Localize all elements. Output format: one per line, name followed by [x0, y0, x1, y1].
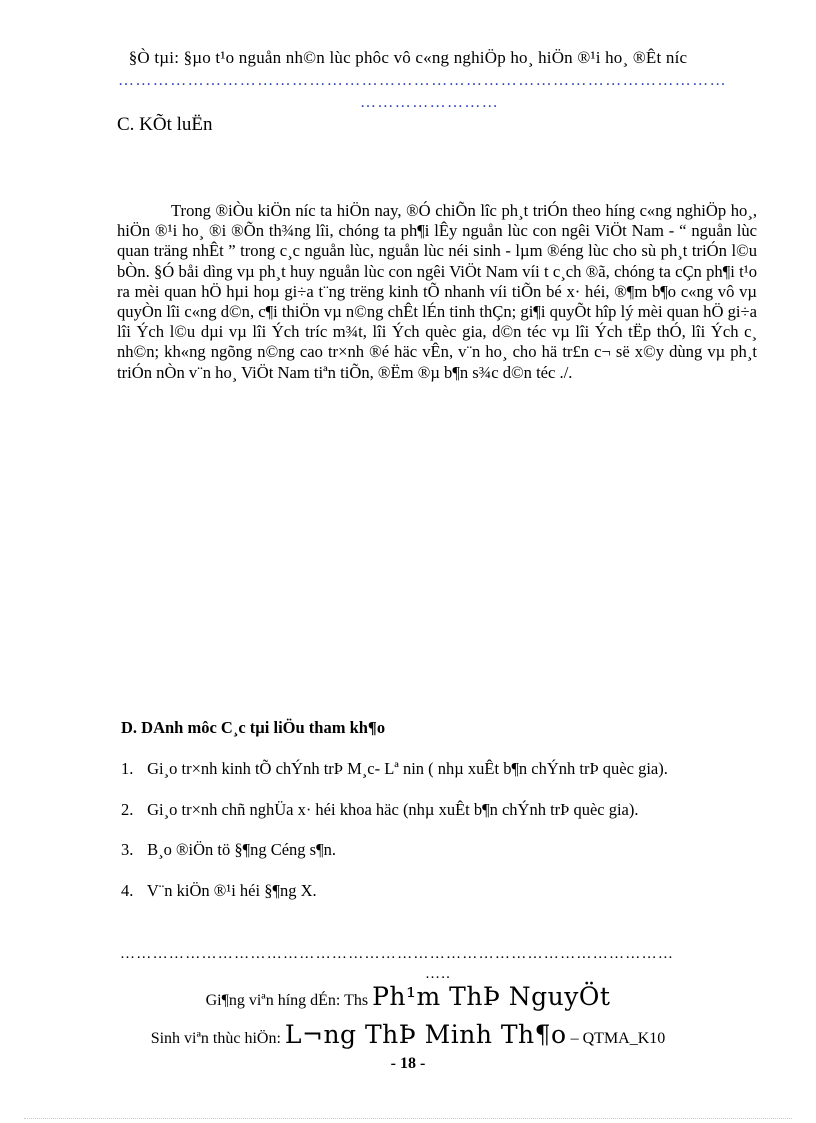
- student-label: Sinh viªn thùc hiÖn:: [150, 1030, 281, 1047]
- reference-item: [121, 881, 761, 922]
- lecturer-name: Ph¹m ThÞ NguyÖt: [372, 982, 611, 1011]
- reference-item: [121, 800, 761, 841]
- reference-item: [121, 840, 761, 881]
- section-c-heading: C. KÕt luËn: [117, 114, 213, 135]
- reference-text: V¨n kiÖn ®¹i héi §¶ng X.: [146, 880, 317, 900]
- reference-number: 2.: [121, 799, 134, 819]
- student-name: L¬ng ThÞ Minh Th¶o: [284, 1020, 567, 1049]
- reference-text: Gi¸o tr×nh kinh tÕ chÝnh trÞ M¸c- Lª nin ( nhµ xuÊt b¶n chÝnh trÞ quèc gia).: [147, 759, 668, 778]
- lecturer-label: Gi¶ng viªn híng dÉn: Ths: [205, 992, 369, 1009]
- reference-text: Gi¸o tr×nh chñ nghÜa x· héi khoa häc (nhµ xuÊt b¶n chÝnh trÞ quèc gia).: [147, 799, 639, 819]
- page-header-title: §Ò tµi: §µo t¹o nguån nh©n lùc phôc vô c«ng nghiÖp ho¸ hiÖn ®¹i ho¸ ®Êt níc: [128, 48, 688, 67]
- lecturer-signature-line: [0, 982, 816, 1011]
- reference-number: 4.: [121, 880, 134, 900]
- reference-number: 1.: [121, 759, 134, 778]
- student-code: – QTMA_K10: [570, 1030, 666, 1047]
- page-number: - 18 -: [390, 1055, 426, 1072]
- page-bottom-divider: [24, 1118, 792, 1119]
- reference-list: [121, 759, 761, 921]
- header-dotted-line: ……………………………………………………………………………………………: [118, 72, 727, 89]
- reference-text: B¸o ®iÖn tö §¶ng Céng s¶n.: [147, 840, 336, 859]
- section-d-heading: D. DAnh môc C¸c tµi liÖu tham kh¶o: [121, 718, 386, 737]
- header-dotted-line-continuation: ……………………: [360, 94, 500, 111]
- footer-dotted-line-continuation: …..: [425, 966, 452, 982]
- reference-number: 3.: [121, 840, 134, 859]
- conclusion-paragraph: Trong ®iÒu kiÖn níc ta hiÖn nay, ®Ó chiÕn lîc ph¸t triÓn theo híng c«ng nghiÖp ho¸, hiÖn ®¹i ho¸ ®i ®Õn th¾ng lîi, chóng ta ph¶i lÊy nguån lùc con ngêi ViÖt Nam - “ nguån lùc quan träng nhÊt ” trong c¸c nguån lùc, nguån lùc néi sinh - lµm ®éng lùc cho sù ph¸t triÓn l©u bÒn. §Ó båi dìng vµ ph¸t huy nguån lùc con ngêi ViÖt Nam víi t c¸ch ®ã, chóng ta cÇn ph¶i t¹o ra mèi quan hÖ hµi hoµ gi÷a t¨ng trëng kinh tÕ nhanh víi tiÕn bé x· héi, ®¶m b¶o c«ng vô vµ quyÒn lîi c«ng d©n, c¶i thiÖn vµ n©ng chÊt lÉn tinh thÇn; gi¶i quyÕt hîp lý mèi quan hÖ gi÷a lîi Ých l©u dµi vµ lîi Ých tríc m¾t, lîi Ých quèc gia, d©n téc vµ lîi Ých tËp thÓ, lîi Ých c¸ nh©n; kh«ng ngõng n©ng cao tr×nh ®é häc vÊn, v¨n ho¸ cho hä tr£n c¬ së x©y dùng vµ ph¸t triÓn nÒn v¨n ho¸ ViÖt Nam tiªn tiÕn, ®Ëm ®µ b¶n s¾c d©n téc ./.: [117, 201, 757, 382]
- student-signature-line: [0, 1020, 816, 1049]
- reference-item: [121, 759, 761, 800]
- footer-dotted-line: …………………………………………………………………………………………: [120, 946, 675, 962]
